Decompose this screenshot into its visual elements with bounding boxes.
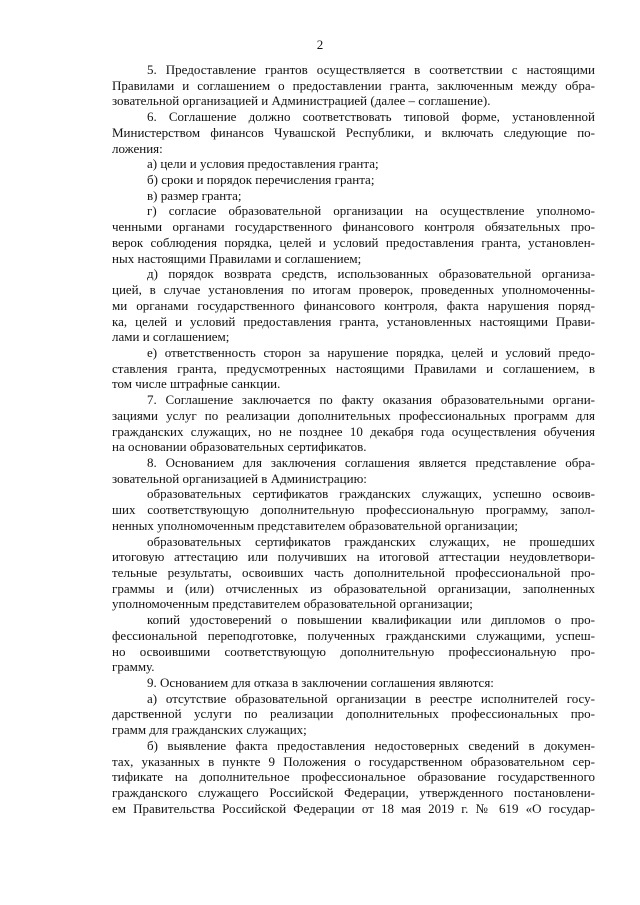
text-line: уполномоченным представителем образовательной организации; bbox=[112, 596, 473, 612]
text-line: 6. Соглашение должно соответствовать типовой форме, установленной bbox=[147, 109, 595, 125]
text-line: ненных уполномоченным представителем образовательной организации; bbox=[112, 517, 519, 533]
text-line: гражданских служащих, но не позднее 10 декабря года осуществления обучения bbox=[112, 423, 595, 439]
text-line: но освоившими соответствующую дополнительную профессиональную про- bbox=[112, 643, 595, 659]
text-line: а) цели и условия предоставления гранта; bbox=[147, 156, 379, 172]
text-line: грамму. bbox=[112, 659, 155, 675]
text-line: верок соблюдения порядка, целей и условий предоставления гранта, установлен- bbox=[112, 234, 595, 250]
text-line: лами и соглашением; bbox=[112, 329, 230, 345]
text-line: 8. Основанием для заключения соглашения является представление обра- bbox=[147, 454, 595, 470]
text-line: ченными органами государственного финансового контроля обязательных про- bbox=[112, 219, 595, 235]
text-line: ем Правительства Российской Федерации от 18 мая 2019 г. № 619 «О государ- bbox=[112, 800, 595, 816]
paragraph-p6e bbox=[112, 266, 595, 345]
text-line: на основании образовательных сертификатов. bbox=[112, 439, 367, 455]
text-line: 7. Соглашение заключается по факту оказания образовательными органи- bbox=[147, 392, 595, 408]
text-line: зовательной организацией и Администрацией (далее – соглашение). bbox=[112, 93, 491, 109]
paragraph-p8a bbox=[112, 486, 595, 533]
text-line: ка, целей и условий предоставления гранта, установленных настоящими Прави- bbox=[112, 313, 595, 329]
paragraph-p8c bbox=[112, 612, 595, 675]
paragraph-p9a bbox=[112, 691, 595, 738]
text-line: гражданского служащего Российской Федерации, утвержденного постановлени- bbox=[112, 785, 595, 801]
text-line: е) ответственность сторон за нарушение порядка, целей и условий предо- bbox=[147, 344, 595, 360]
text-line: б) сроки и порядок перечисления гранта; bbox=[147, 172, 375, 188]
text-line: ложения: bbox=[112, 140, 163, 156]
page-number: 2 bbox=[316, 37, 324, 52]
text-line: грамм для гражданских служащих; bbox=[112, 722, 307, 738]
text-line: ных настоящими Правилами и соглашением; bbox=[112, 250, 362, 266]
paragraph-p9 bbox=[112, 675, 595, 691]
text-line: граммы и (или) отчисленных из образовательной организации, заполненных bbox=[112, 580, 595, 596]
text-line: итоговую аттестацию или получивших на итоговой аттестации неудовлетвори- bbox=[112, 549, 595, 565]
text-line: 9. Основанием для отказа в заключении соглашения являются: bbox=[147, 675, 494, 691]
text-line: зациями услуг по реализации дополнительных профессиональных программ для bbox=[112, 407, 595, 423]
paragraph-p8 bbox=[112, 455, 595, 486]
text-line: образовательных сертификатов гражданских служащих, не прошедших bbox=[147, 533, 595, 549]
text-line: тах, указанных в пункте 9 Положения о государственном образовательном сер- bbox=[112, 753, 595, 769]
paragraph-p6f bbox=[112, 345, 595, 392]
paragraph-p6b bbox=[112, 172, 595, 188]
text-line: а) отсутствие образовательной организации в реестре исполнителей госу- bbox=[147, 690, 595, 706]
paragraph-p8b bbox=[112, 534, 595, 613]
paragraph-p6c bbox=[112, 188, 595, 204]
text-line: в) размер гранта; bbox=[147, 187, 242, 203]
paragraph-p7 bbox=[112, 392, 595, 455]
text-line: ми органами государственного финансового контроля, факта нарушения поряд- bbox=[112, 297, 595, 313]
text-line: копий удостоверений о повышении квалификации или дипломов о про- bbox=[147, 612, 595, 628]
text-line: 5. Предоставление грантов осуществляется в соответствии с настоящими bbox=[147, 62, 595, 77]
text-line: образовательных сертификатов гражданских служащих, успешно освоив- bbox=[147, 486, 595, 502]
text-line: тификате на дополнительное профессиональное образование государственного bbox=[112, 769, 595, 785]
text-line: г) согласие образовательной организации на осуществление уполномо- bbox=[147, 203, 595, 219]
text-line: дарственной услуги по реализации дополнительных профессиональных про- bbox=[112, 706, 595, 722]
text-line: том числе штрафные санкции. bbox=[112, 376, 281, 392]
text-line: тельные результаты, освоивших часть дополнительной профессиональной про- bbox=[112, 565, 595, 580]
text-line: ставления гранта, предусмотренных настоящими Правилами и соглашением, в bbox=[112, 360, 595, 376]
document-body bbox=[112, 62, 595, 817]
paragraph-p5 bbox=[112, 62, 595, 109]
text-line: фессиональной переподготовке, полученных гражданскими служащими, успеш- bbox=[112, 627, 595, 643]
paragraph-p6a bbox=[112, 156, 595, 172]
paragraph-p9b bbox=[112, 738, 595, 817]
text-line: зовательной организацией в Администрацию: bbox=[112, 470, 367, 486]
text-line: ших соответствующую дополнительную профессиональную программу, запол- bbox=[112, 502, 595, 518]
text-line: б) выявление факта предоставления недостоверных сведений в докумен- bbox=[147, 737, 595, 753]
text-line: д) порядок возврата средств, использованных образовательной организа- bbox=[147, 266, 595, 282]
text-line: цией, в случае установления по итогам проверок, проведенных уполномоченны- bbox=[112, 282, 595, 298]
paragraph-p6d bbox=[112, 203, 595, 266]
text-line: Правилами и соглашением о предоставлении гранта, заключенным между обра- bbox=[112, 77, 595, 93]
paragraph-p6 bbox=[112, 109, 595, 156]
text-line: Министерством финансов Чувашской Республики, и включать следующие по- bbox=[112, 124, 595, 140]
